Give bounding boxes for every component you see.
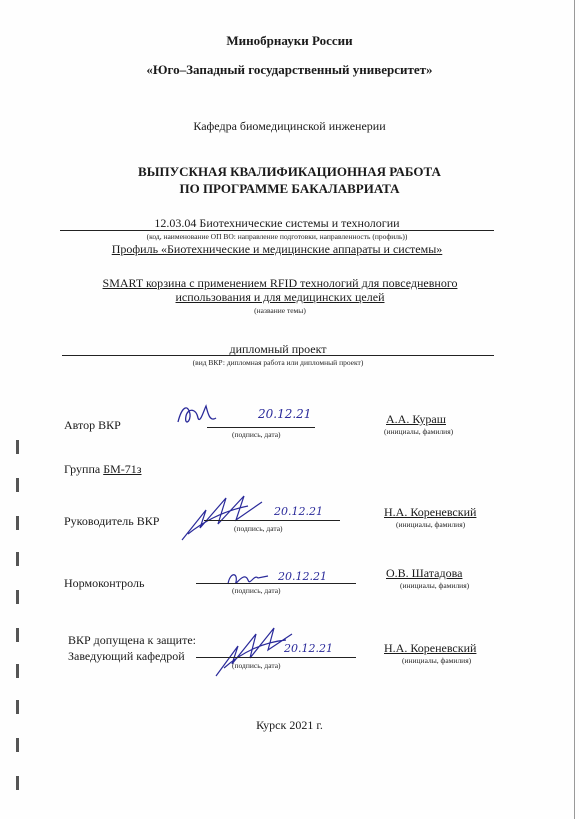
work-type-value: дипломный проект [229, 342, 327, 356]
group-row [64, 462, 142, 477]
work-title-line1: ВЫПУСКНАЯ КВАЛИФИКАЦИОННАЯ РАБОТА [138, 164, 441, 179]
work-title-line2: ПО ПРОГРАММЕ БАКАЛАВРИАТА [179, 181, 400, 196]
program-caption: (код, наименование ОП ВО: направление подготовки, направленность (профиль)) [146, 232, 408, 241]
admission-label: ВКР допущена к защите: [68, 633, 196, 647]
admission-sign-caption: (подпись, дата) [232, 661, 281, 670]
topic-line2: использования и для медицинских целей [175, 290, 385, 304]
binder-mark [16, 478, 19, 492]
admission-date: 20.12.21 [284, 642, 333, 655]
admission-sign-line [196, 657, 356, 658]
city-year: Курск 2021 г. [256, 718, 323, 732]
admission-name: Н.А. Кореневский [384, 641, 477, 655]
binder-mark [16, 552, 19, 566]
university-name: «Юго–Западный государственный университет» [146, 62, 433, 77]
supervisor-signature [178, 490, 288, 545]
work-type-caption: (вид ВКР: дипломная работа или дипломный проект) [192, 358, 364, 367]
author-date: 20.12.21 [258, 407, 312, 421]
supervisor-sign-caption: (подпись, дата) [234, 524, 283, 533]
head-of-department-label: Заведующий кафедрой [68, 649, 185, 663]
normcontrol-date: 20.12.21 [278, 570, 327, 583]
binder-mark [16, 700, 19, 714]
author-sign-line [207, 427, 315, 428]
binder-mark [16, 738, 19, 752]
ministry-name: Минобрнауки России [226, 33, 353, 48]
topic-line1: SMART корзина с применением RFID технологий для повседневного [102, 276, 458, 290]
author-label: Автор ВКР [64, 418, 121, 432]
supervisor-date: 20.12.21 [274, 505, 323, 518]
binder-mark [16, 776, 19, 790]
supervisor-name: Н.А. Кореневский [384, 505, 477, 519]
department-name: Кафедра биомедицинской инженерии [193, 119, 386, 133]
normcontrol-sign-caption: (подпись, дата) [232, 586, 281, 595]
author-name: А.А. Кураш [386, 412, 446, 426]
binder-mark [16, 590, 19, 604]
binder-mark [16, 628, 19, 642]
author-name-caption: (инициалы, фамилия) [384, 427, 454, 436]
supervisor-sign-line [204, 520, 340, 521]
author-signature [172, 400, 222, 430]
binder-mark [16, 516, 19, 530]
normcontrol-sign-line [196, 583, 356, 584]
group-label: Группа [64, 462, 101, 476]
group-value: БМ-71з [103, 462, 142, 476]
topic-caption: (название темы) [254, 306, 306, 315]
program-profile: Профиль «Биотехнические и медицинские аппараты и системы» [111, 242, 443, 256]
normcontrol-name-caption: (инициалы, фамилия) [400, 581, 470, 590]
binder-mark [16, 440, 19, 454]
author-sign-caption: (подпись, дата) [232, 430, 281, 439]
binder-mark [16, 664, 19, 678]
supervisor-label: Руководитель ВКР [64, 514, 160, 528]
program-code-name: 12.03.04 Биотехнические системы и технологии [154, 216, 400, 230]
admission-name-caption: (инициалы, фамилия) [402, 656, 472, 665]
normcontrol-label: Нормоконтроль [64, 576, 145, 590]
normcontrol-name: О.В. Шатадова [386, 566, 463, 580]
supervisor-name-caption: (инициалы, фамилия) [396, 520, 466, 529]
